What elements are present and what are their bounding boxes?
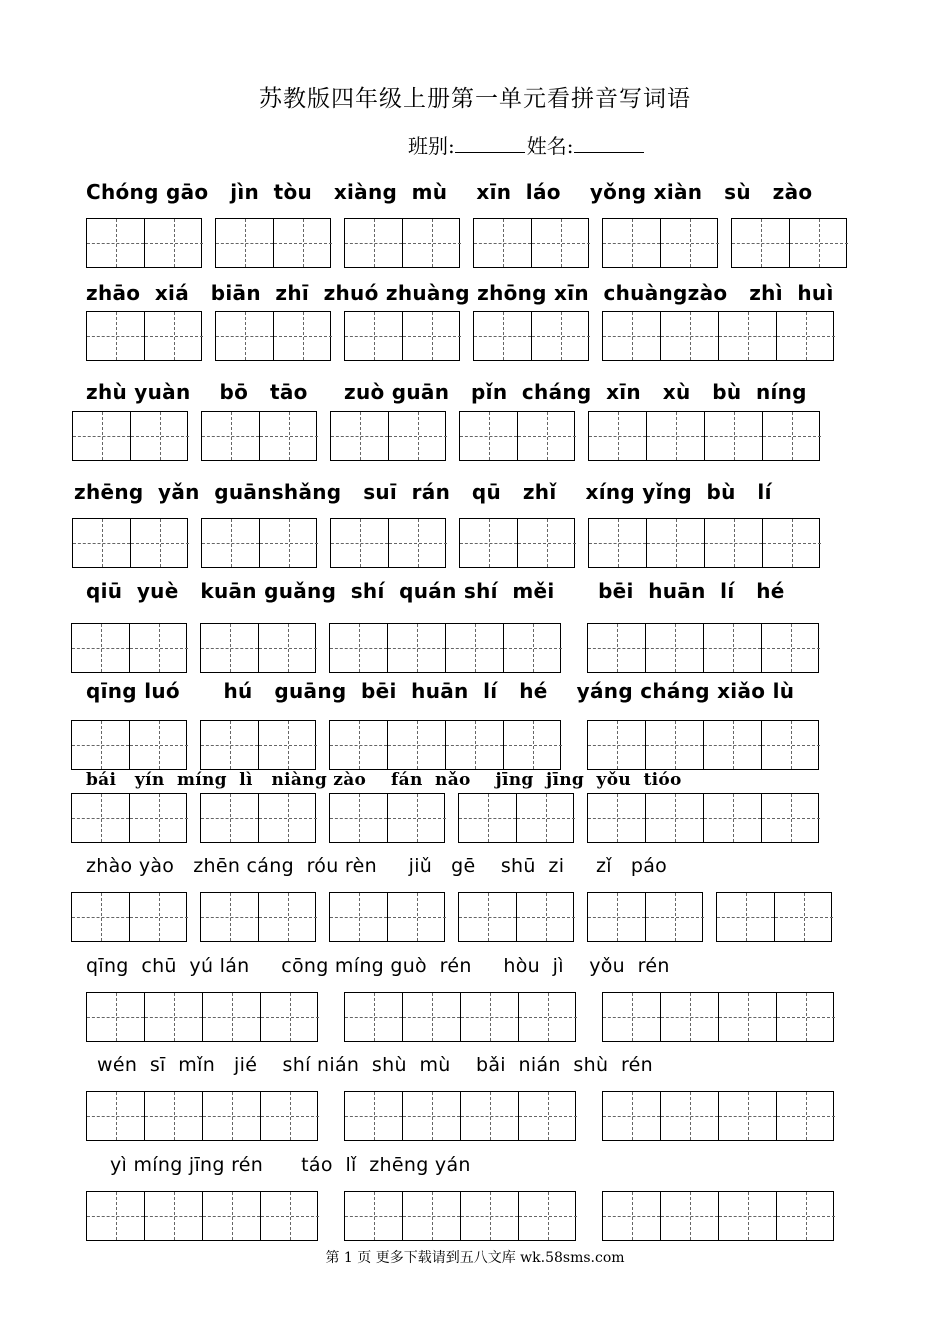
pinyin-row: zhào yào zhēn cáng róu rèn jiǔ gē shū zi zǐ páo [86,855,668,877]
pinyin-row: qīng luó hú guāng bēi huān lí hé yáng cháng xiǎo lù [86,679,795,703]
pinyin-row: wén sī mǐn jié shí nián shù mù bǎi nián shù rén [97,1054,654,1076]
writing-box[interactable] [72,518,188,568]
pinyin-row: Chóng gāo jìn tòu xiàng mù xīn láo yǒng xiàn sù zào [86,180,813,204]
writing-box[interactable] [602,1091,834,1141]
pinyin-row: zhāo xiá biān zhī zhuó zhuàng zhōng xīn chuàngzào zhì huì [86,281,834,305]
writing-box[interactable] [200,793,316,843]
pinyin-row: yì míng jīng rén táo lǐ zhēng yán [110,1154,471,1176]
writing-box[interactable] [588,518,820,568]
writing-box[interactable] [71,892,187,942]
writing-box[interactable] [329,793,445,843]
writing-box[interactable] [201,518,317,568]
writing-box[interactable] [330,411,446,461]
writing-box[interactable] [215,218,331,268]
writing-box[interactable] [86,1191,318,1241]
writing-box[interactable] [344,1091,576,1141]
writing-box[interactable] [731,218,847,268]
writing-box[interactable] [329,623,561,673]
pinyin-row: zhù yuàn bō tāo zuò guān pǐn cháng xīn xù bù níng [86,380,807,404]
writing-box[interactable] [458,892,574,942]
writing-box[interactable] [587,892,703,942]
writing-box[interactable] [459,411,575,461]
pinyin-row: qiū yuè kuān guǎng shí quán shí měi bēi huān lí hé [86,579,785,603]
pinyin-row: qīng chū yú lán cōng míng guò rén hòu jì yǒu rén [86,955,670,977]
writing-box[interactable] [200,623,316,673]
writing-box[interactable] [200,892,316,942]
pinyin-row: zhēng yǎn guānshǎng suī rán qū zhǐ xíng yǐng bù lí [74,480,772,504]
writing-box[interactable] [86,218,202,268]
writing-box[interactable] [459,518,575,568]
writing-box[interactable] [71,720,187,770]
writing-box[interactable] [71,623,187,673]
writing-box[interactable] [200,720,316,770]
writing-box[interactable] [587,793,819,843]
writing-box[interactable] [86,992,318,1042]
page-title: 苏教版四年级上册第一单元看拼音写词语 [259,86,691,112]
writing-box[interactable] [72,411,188,461]
writing-box[interactable] [215,311,331,361]
writing-box[interactable] [602,311,834,361]
class-name-line [408,130,646,159]
writing-box[interactable] [458,793,574,843]
writing-box[interactable] [473,218,589,268]
writing-box[interactable] [329,892,445,942]
writing-box[interactable] [587,623,819,673]
name-blank [574,134,644,153]
page-footer: 第 1 页 更多下载请到五八文库 wk.58sms.com [325,1250,625,1266]
writing-box[interactable] [588,411,820,461]
writing-box[interactable] [602,1191,834,1241]
writing-box[interactable] [344,1191,576,1241]
writing-box[interactable] [602,992,834,1042]
name-label: 姓名: [526,134,574,158]
writing-box[interactable] [86,311,202,361]
writing-box[interactable] [330,518,446,568]
writing-box[interactable] [71,793,187,843]
writing-box[interactable] [473,311,589,361]
writing-box[interactable] [344,311,460,361]
pinyin-row: bái yín míng lì niàng zào fán nǎo jīng jīng yǒu tióo [86,770,682,790]
writing-box[interactable] [201,411,317,461]
class-label: 班别: [408,134,455,158]
writing-box[interactable] [86,1091,318,1141]
writing-box[interactable] [329,720,561,770]
writing-box[interactable] [344,218,460,268]
writing-box[interactable] [602,218,718,268]
writing-box[interactable] [587,720,819,770]
writing-box[interactable] [716,892,832,942]
class-blank [455,134,525,153]
writing-box[interactable] [344,992,576,1042]
